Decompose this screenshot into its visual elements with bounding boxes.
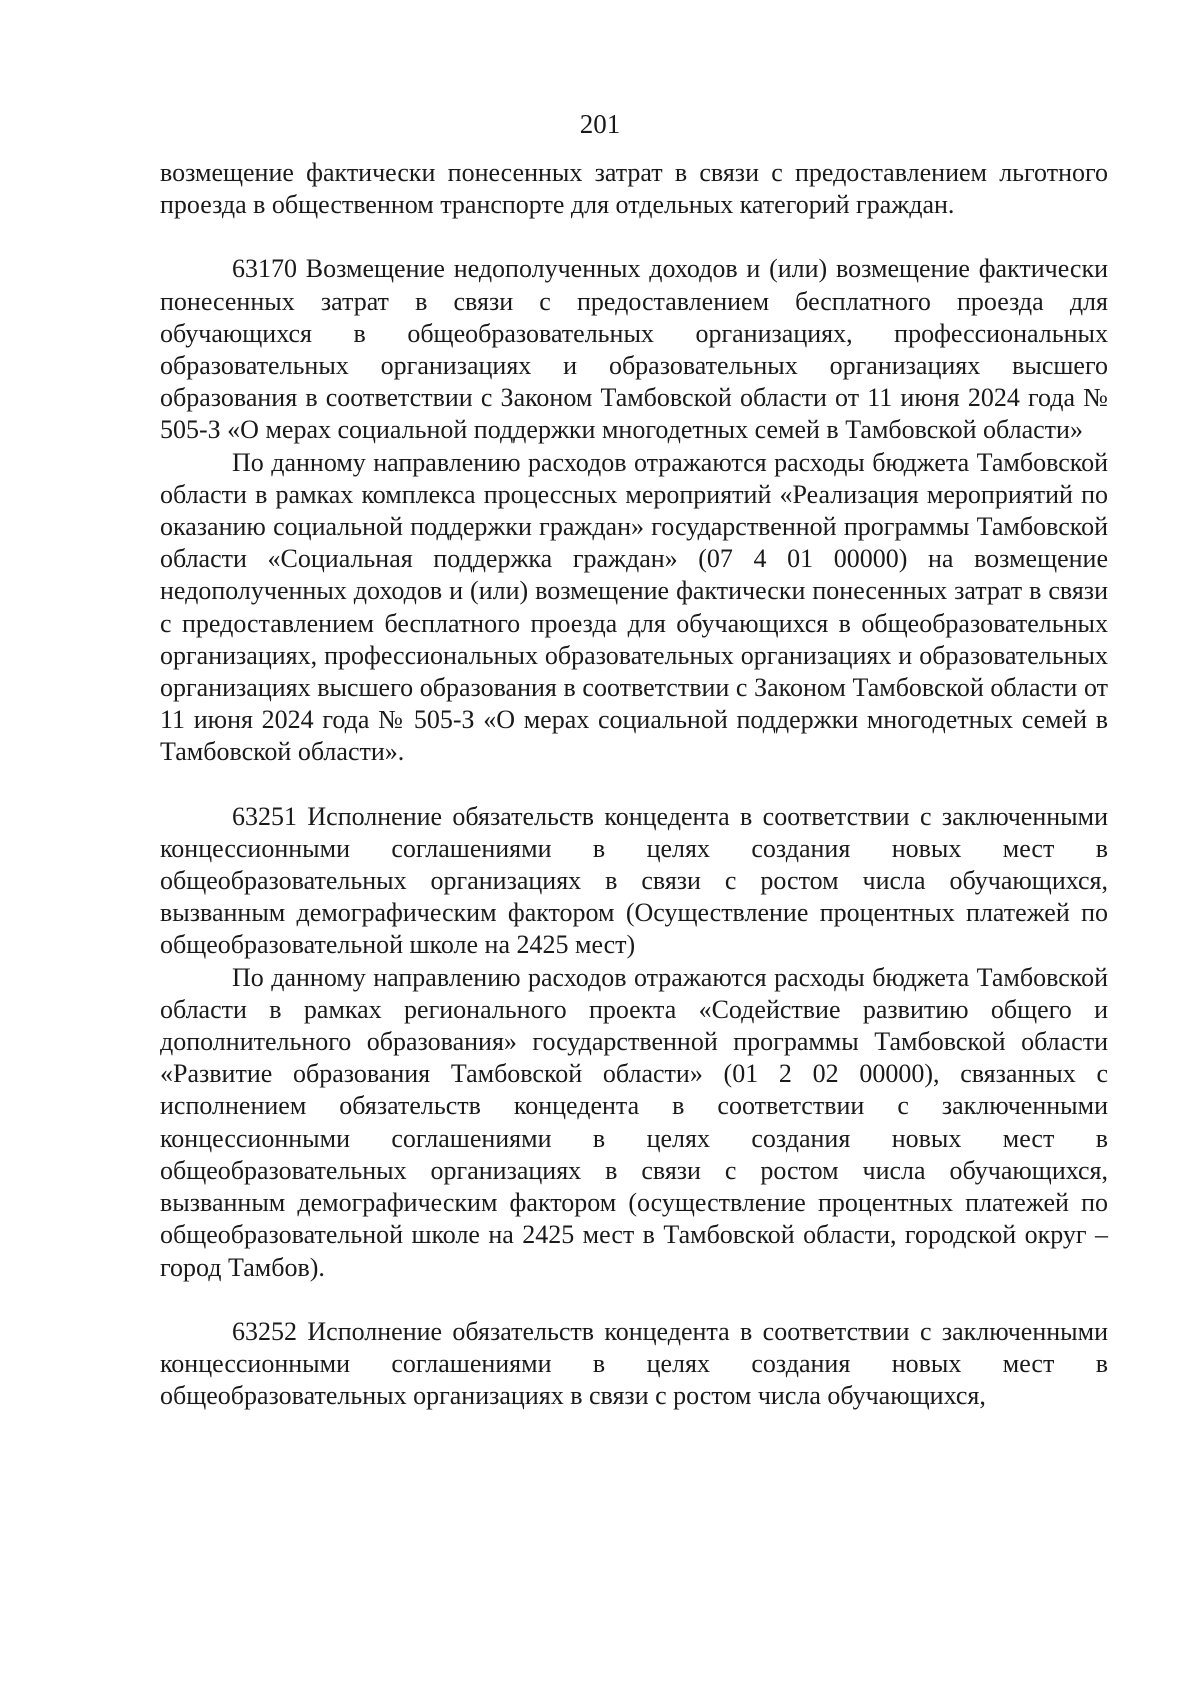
paragraph-63170-description: По данному направлению расходов отражаются расходы бюджета Тамбовской области в рамках комплекса процессных мероприятий «Реализация мероприятий по оказанию социальной поддержки граждан» государственной программы Тамбовской области «Социальная поддержка граждан» (07 4 01 00000) на возмещение недополученных доходов и (или) возмещение фактически понесенных затрат в связи с предоставлением бесплатного проезда для обучающихся в общеобразовательных организациях, профессиональных образовательных организациях и образовательных организациях высшего образования в соответствии с Законом Тамбовской области от 11 июня 2024 года № 505-З «О мерах социальной поддержки многодетных семей в Тамбовской области». <box>160 447 1108 767</box>
paragraph-gap <box>160 1284 1108 1316</box>
document-body <box>160 157 1108 1412</box>
paragraph-continuation: возмещение фактически понесенных затрат в связи с предоставлением льготного проезда в общественном транспорте для отдельных категорий граждан. <box>160 158 1108 220</box>
paragraph-63251-heading: 63251 Исполнение обязательств концедента в соответствии с заключенными концессионными соглашениями в целях создания новых мест в общеобразовательных организациях в связи с ростом числа обучающихся, вызванным демографическим фактором (Осуществление процентных платежей по общеобразовательной школе на 2425 мест) <box>160 801 1108 960</box>
page-number: 201 <box>579 109 621 139</box>
paragraph-gap <box>160 221 1108 253</box>
paragraph-63251-description: По данному направлению расходов отражаются расходы бюджета Тамбовской области в рамках регионального проекта «Содействие развитию общего и дополнительного образования» государственной программы Тамбовской области «Развитие образования Тамбовской области» (01 2 02 00000), связанных с исполнением обязательств концедента в соответствии с заключенными концессионными соглашениями в целях создания новых мест в общеобразовательных организациях в связи с ростом числа обучающихся, вызванным демографическим фактором (осуществление процентных платежей по общеобразовательной школе на 2425 мест в Тамбовской области, городской округ – город Тамбов). <box>160 962 1108 1282</box>
paragraph-gap <box>160 769 1108 801</box>
paragraph-63252-heading: 63252 Исполнение обязательств концедента в соответствии с заключенными концессионными соглашениями в целях создания новых мест в общеобразовательных организациях в связи с ростом числа обучающихся, <box>160 1316 1108 1411</box>
paragraph-63170-heading: 63170 Возмещение недополученных доходов и (или) возмещение фактически понесенных затрат в связи с предоставлением бесплатного проезда для обучающихся в общеобразовательных организациях, профессиональных образовательных организациях и образовательных организациях высшего образования в соответствии с Законом Тамбовской области от 11 июня 2024 года № 505-З «О мерах социальной поддержки многодетных семей в Тамбовской области» <box>160 254 1108 445</box>
